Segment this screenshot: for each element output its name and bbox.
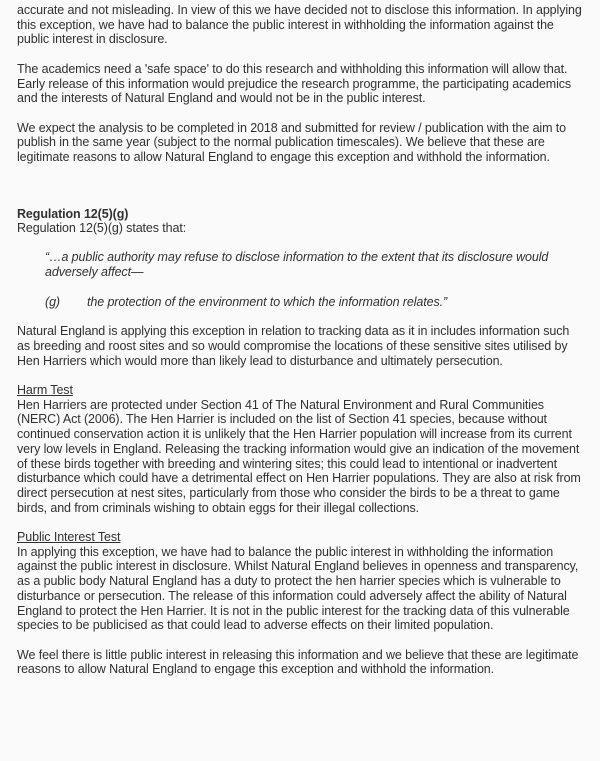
regulation-intro: Regulation 12(5)(g) states that: <box>17 221 187 236</box>
paragraph-applying-exception: Natural England is applying this exception in relation to tracking data as it in includes information such as breeding and roost sites and so would compromise the locations of these sensitive sites utilised by Hen Harriers which would more than likely lead to disturbance and ultimately persecution. <box>17 324 570 368</box>
regulation-heading: Regulation 12(5)(g) <box>17 206 129 221</box>
public-interest-heading: Public Interest Test <box>17 530 121 545</box>
quote-item-label: (g) <box>45 294 60 309</box>
paragraph-disclosure-balance: accurate and not misleading. In view of this we have decided not to disclose this information. In applying this exception, we have had to balance the public interest in withholding the information against the public interest in disclosure. <box>17 3 582 47</box>
quote-item-text: the protection of the environment to which the information relates.” <box>87 294 448 309</box>
harm-test-heading: Harm Test <box>17 383 73 398</box>
paragraph-analysis-2018: We expect the analysis to be completed in 2018 and submitted for review / publication with the aim to publish in the same year (subject to the normal publication timescales). We believe that these are legitimate reasons to allow Natural England to engage this exception and withhold the information. <box>17 120 567 164</box>
paragraph-closing: We feel there is little public interest in releasing this information and we believe that these are legitimate reasons to allow Natural England to engage this exception and withhold the information. <box>17 647 579 677</box>
regulation-quote: “…a public authority may refuse to disclose information to the extent that its disclosure would adversely affect— <box>45 250 549 279</box>
paragraph-public-interest: In applying this exception, we have had to balance the public interest in withholding the information against the public interest in disclosure. Whilst Natural England believes in openness and transparency, as a public body Natural England has a duty to protect the hen harrier species which is vulnerable to disturbance or persecution. The release of this information could adversely affect the ability of Natural England to protect the Hen Harrier. It is not in the public interest for the tracking data of this vulnerable species to be publicised as that could lead to adverse effects on their limited population. <box>17 544 579 633</box>
paragraph-safe-space: The academics need a 'safe space' to do this research and withholding this information will allow that. Early release of this information would prejudice the research programme, the participating academics and the interests of Natural England and would not be in the public interest. <box>17 61 572 106</box>
paragraph-harm-test: Hen Harriers are protected under Section 41 of The Natural Environment and Rural Communities (NERC) Act (2006). The Hen Harrier is included on the list of Section 41 species, because without continued conservation action it is unlikely that the Hen Harrier population will increase from its current very low levels in England. Releasing the tracking information would give an indication of the movement of these birds together with breeding and wintering sites; this could lead to intentional or inadvertent disturbance which could have a detrimental effect on Hen Harrier populations. They are also at risk from direct persecution at nest sites, particularly from those who consider the birds to be a threat to game birds, and from criminals wishing to obtain eggs for their illegal collections. <box>17 397 581 515</box>
regulation-quote-item-g <box>45 295 565 310</box>
